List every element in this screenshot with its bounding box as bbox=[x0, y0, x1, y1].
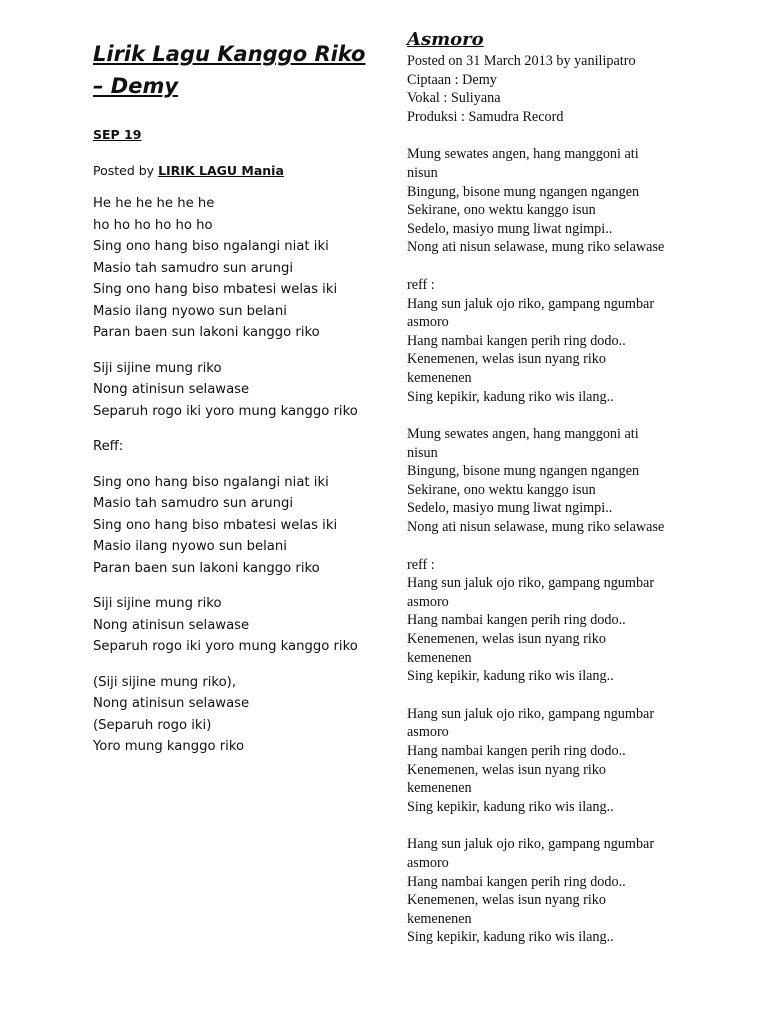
lyric-line: Yoro mung kanggo riko bbox=[93, 739, 245, 754]
lyric-line: Nong atinisun selawase bbox=[93, 696, 250, 711]
lyric-stanza bbox=[407, 705, 672, 817]
post-date[interactable]: SEP 19 bbox=[93, 127, 142, 142]
lyric-line: Bingung, bisone mung ngangen ngangen bbox=[407, 183, 640, 200]
lyric-stanza bbox=[93, 358, 368, 423]
lyric-stanza bbox=[93, 672, 368, 758]
lyric-line: Kenemenen, welas isun nyang riko kemenenen bbox=[407, 892, 606, 927]
lyric-line: Sing kepikir, kadung riko wis ilang.. bbox=[407, 388, 614, 405]
lyric-line: Paran baen sun lakoni kanggo riko bbox=[93, 325, 320, 340]
lyric-line: reff : bbox=[407, 556, 435, 573]
lyric-line: Nong atinisun selawase bbox=[93, 382, 250, 397]
right-lyrics bbox=[407, 145, 672, 947]
left-column bbox=[93, 30, 368, 772]
lyric-line: Hang sun jaluk ojo riko, gampang ngumbar asmoro bbox=[407, 836, 655, 871]
lyric-line: He he he he he he bbox=[93, 196, 215, 211]
lyric-line: Hang nambai kangen perih ring dodo.. bbox=[407, 612, 626, 629]
lyric-line: Mung sewates angen, hang manggoni ati nisun bbox=[407, 146, 639, 181]
lyric-line: Kenemenen, welas isun nyang riko kemenenen bbox=[407, 351, 606, 386]
lyric-line: Bingung, bisone mung ngangen ngangen bbox=[407, 463, 640, 480]
meta-line: Produksi : Samudra Record bbox=[407, 108, 564, 125]
lyric-line: Masio tah samudro sun arungi bbox=[93, 260, 294, 276]
lyric-line: Sing ono hang biso mbatesi welas iki bbox=[93, 282, 338, 297]
lyric-line: Reff: bbox=[93, 439, 124, 454]
lyric-line: (Siji sijine mung riko), bbox=[93, 674, 237, 690]
lyric-line: Sekirane, ono wektu kanggo isun bbox=[407, 202, 596, 219]
lyric-line: Sing kepikir, kadung riko wis ilang.. bbox=[407, 798, 614, 815]
lyric-line: Nong atinisun selawase bbox=[93, 617, 250, 633]
posted-by-prefix: Posted by bbox=[93, 162, 159, 178]
lyric-line: (Separuh rogo iki) bbox=[93, 717, 212, 733]
author-link[interactable]: LIRIK LAGU Mania bbox=[158, 162, 284, 178]
lyric-stanza bbox=[407, 556, 672, 686]
lyric-line: Paran baen sun lakoni kanggo riko bbox=[93, 560, 320, 576]
lyric-line: Sekirane, ono wektu kanggo isun bbox=[407, 481, 596, 498]
lyric-line: Siji sijine mung riko bbox=[93, 360, 222, 376]
lyric-line: Kenemenen, welas isun nyang riko kemenenen bbox=[407, 631, 606, 666]
lyric-line: reff : bbox=[407, 276, 435, 293]
lyric-stanza bbox=[407, 835, 672, 947]
lyric-stanza bbox=[407, 145, 672, 257]
lyric-stanza bbox=[407, 276, 672, 406]
lyric-line: Separuh rogo iki yoro mung kanggo riko bbox=[93, 639, 358, 654]
lyric-stanza bbox=[93, 436, 368, 458]
song-title-left: Lirik Lagu Kanggo Riko – Demy bbox=[93, 42, 366, 98]
left-lyrics bbox=[93, 193, 368, 758]
lyric-stanza bbox=[93, 193, 368, 344]
meta-line: Posted on 31 March 2013 by yanilipatro bbox=[407, 53, 636, 69]
lyric-line: Kenemenen, welas isun nyang riko kemenenen bbox=[407, 761, 606, 797]
lyric-line: Sedelo, masiyo mung liwat ngimpi.. bbox=[407, 220, 613, 237]
lyric-line: Siji sijine mung riko bbox=[93, 596, 222, 611]
lyric-line: Hang sun jaluk ojo riko, gampang ngumbar asmoro bbox=[407, 295, 655, 331]
lyric-line: Separuh rogo iki yoro mung kanggo riko bbox=[93, 403, 358, 419]
lyric-line: Mung sewates angen, hang manggoni ati nisun bbox=[407, 426, 639, 461]
lyric-line: Masio ilang nyowo sun belani bbox=[93, 539, 287, 554]
lyric-line: Sing ono hang biso ngalangi niat iki bbox=[93, 474, 329, 490]
lyric-line: Sing ono hang biso mbatesi welas iki bbox=[93, 517, 338, 533]
posted-by bbox=[93, 160, 368, 182]
lyric-line: Hang nambai kangen perih ring dodo.. bbox=[407, 332, 626, 349]
lyric-line: Hang sun jaluk ojo riko, gampang ngumbar asmoro bbox=[407, 575, 655, 610]
lyric-line: ho ho ho ho ho ho bbox=[93, 217, 213, 233]
lyric-stanza bbox=[93, 593, 368, 658]
right-column bbox=[407, 28, 672, 966]
lyric-line: Nong ati nisun selawase, mung riko selawase bbox=[407, 239, 665, 256]
lyric-line: Masio tah samudro sun arungi bbox=[93, 496, 294, 511]
lyric-line: Sedelo, masiyo mung liwat ngimpi.. bbox=[407, 500, 613, 517]
song-meta bbox=[407, 52, 672, 126]
meta-line: Vokal : Suliyana bbox=[407, 90, 501, 107]
lyric-line: Sing ono hang biso ngalangi niat iki bbox=[93, 239, 329, 254]
lyric-line: Nong ati nisun selawase, mung riko selawase bbox=[407, 519, 665, 536]
meta-line: Ciptaan : Demy bbox=[407, 71, 497, 88]
lyric-stanza bbox=[93, 472, 368, 580]
lyric-line: Hang sun jaluk ojo riko, gampang ngumbar asmoro bbox=[407, 705, 655, 741]
lyric-stanza bbox=[407, 425, 672, 537]
lyric-line: Masio ilang nyowo sun belani bbox=[93, 303, 287, 319]
song-title-right: Asmoro bbox=[407, 29, 484, 50]
lyric-line: Sing kepikir, kadung riko wis ilang.. bbox=[407, 929, 614, 946]
lyric-line: Hang nambai kangen perih ring dodo.. bbox=[407, 873, 626, 890]
lyric-line: Sing kepikir, kadung riko wis ilang.. bbox=[407, 668, 614, 685]
lyric-line: Hang nambai kangen perih ring dodo.. bbox=[407, 743, 626, 759]
